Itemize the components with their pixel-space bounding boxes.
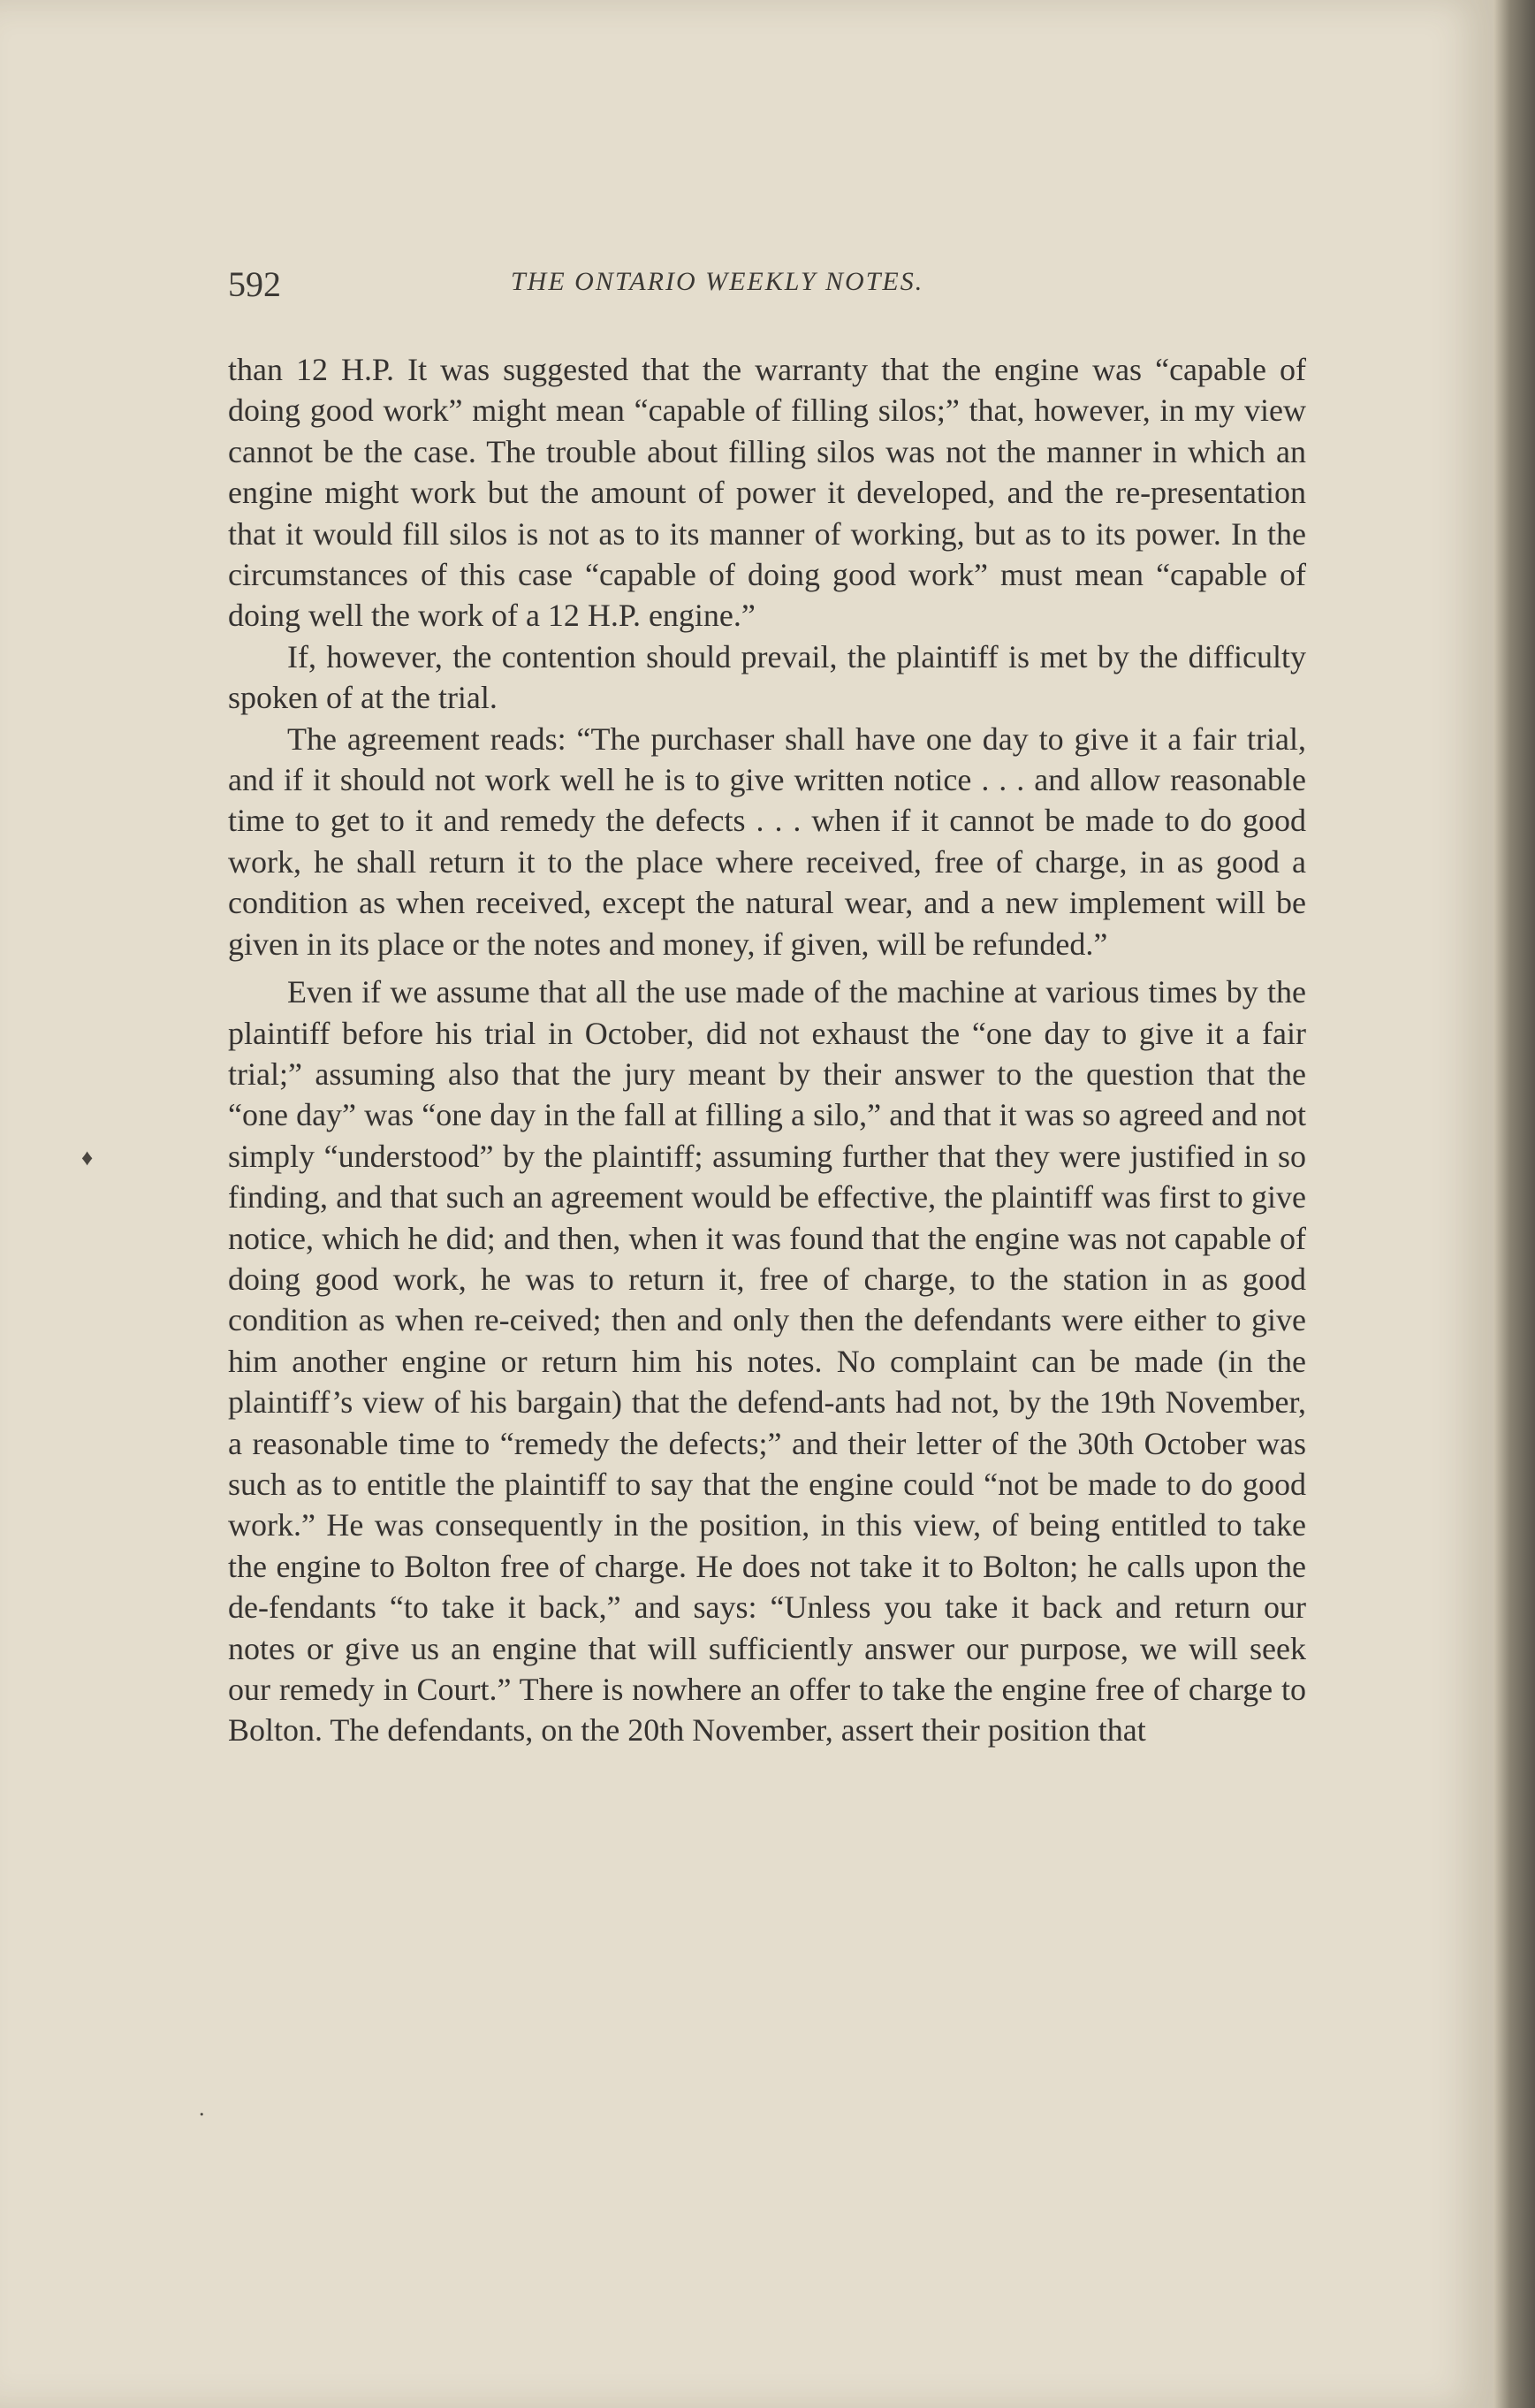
running-title: THE ONTARIO WEEKLY NOTES. <box>511 267 924 296</box>
body-text <box>228 349 1306 1751</box>
page-number: 592 <box>228 264 281 304</box>
paragraph-3: The agreement reads: “The purchaser shall have one day to give it a fair trial, and if it should not work well he is to give written notice . . . and allow reasonable time to get to it and remedy the defects . . . when if it cannot be made to do good work, he shall return it to the place where received, free of charge, in as good a condition as when received, except the natural wear, and a new implement will be given in its place or the notes and money, if given, will be refunded.” <box>228 720 1306 962</box>
margin-mark: ♦ <box>81 1145 94 1170</box>
page-header <box>228 263 1306 316</box>
page-edge-shadow <box>1493 0 1535 2408</box>
margin-dot: . <box>199 2095 205 2121</box>
paragraph-2: If, however, the contention should prevail, the plaintiff is met by the difficulty spoken of at the trial. <box>228 638 1306 716</box>
paragraph-4: Even if we assume that all the use made of the machine at various times by the plaintiff before his trial in October, did not exhaust the “one day to give it a fair trial;” assuming also that the jury meant by their answer to the question that the “one day” was “one day in the fall at filling a silo,” and that it was so agreed and not simply “understood” by the plaintiff; assuming further that they were justified in so finding, and that such an agreement would be effective, the plaintiff was first to give notice, which he did; and then, when it was found that the engine was not capable of doing good work, he was to return it, free of charge, to the station in as good condition as when re-ceived; then and only then the defendants were either to give him another engine or return him his notes. No complaint can be made (in the plaintiff’s view of his bargain) that the defend-ants had not, by the 19th November, a reasonable time to “remedy the defects;” and their letter of the 30th October was such as to entitle the plaintiff to say that the engine could “not be made to do good work.” He was consequently in the position, in this view, of being entitled to take the engine to Bolton free of charge. He does not take it to Bolton; he calls upon the de-fendants “to take it back,” and says: “Unless you take it back and return our notes or give us an engine that will sufficiently answer our purpose, we will seek our remedy in Court.” There is nowhere an offer to take the engine free of charge to Bolton. The defendants, on the 20th November, assert their position that <box>228 974 1306 1749</box>
paragraph-1: than 12 H.P. It was suggested that the warranty that the engine was “capable of doing good work” might mean “capable of filling silos;” that, however, in my view cannot be the case. The trouble about filling silos was not the manner in which an engine might work but the amount of power it developed, and the re-presentation that it would fill silos is not as to its manner of working, but as to its power. In the circumstances of this case “capable of doing good work” must mean “capable of doing well the work of a 12 H.P. engine.” <box>228 352 1306 634</box>
